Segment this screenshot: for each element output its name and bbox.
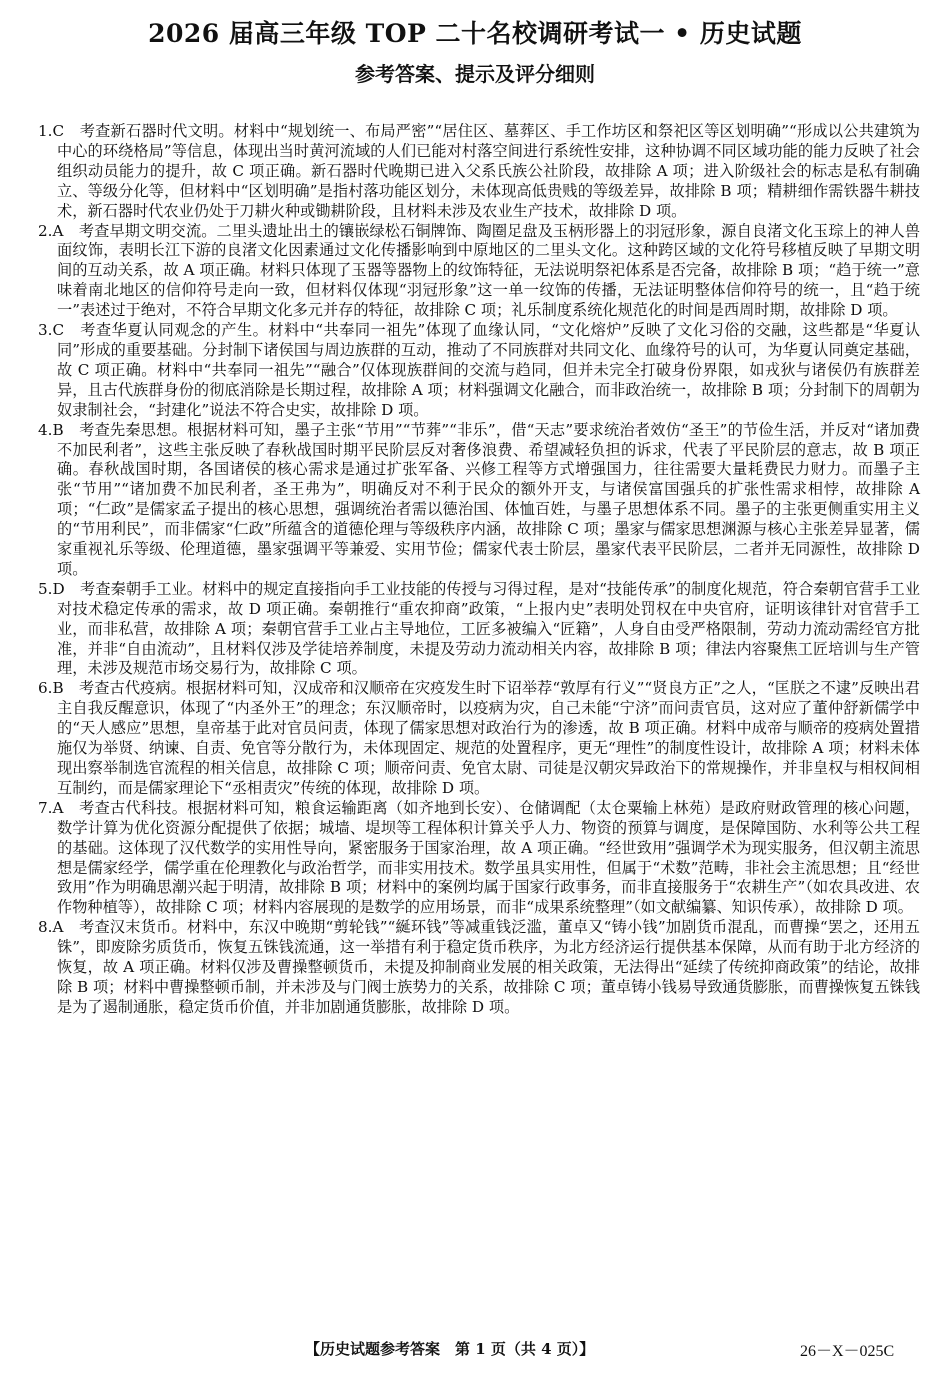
answer-choice: C: [52, 122, 65, 140]
answer-number: 4.: [38, 420, 53, 439]
answer-explanation: 考查新石器时代文明。材料中“规划统一、布局严密”“居住区、墓葬区、手工作坊区和祭祀区等区划明确”“形成以公共建筑为中心的环绕格局”等信息，体现出当时黄河流域的人们已能对村落空间进行系统性安排，这种协调不同区域功能的能力反映了社会组织动员能力的提升，故 C 项正确。新石器时代晚期已进入父系氏族公社阶段，故排除 A 项；进入阶级社会的标志是私有制确立、等级分化等，但材料中“区划明确”是指村落功能区划分，未体现高低贵贱的等级差异，故排除 B 项；精耕细作需铁器牛耕技术，新石器时代农业仍处于刀耕火种或锄耕阶段，且材料未涉及农业生产技术，故排除 D 项。: [57, 122, 920, 220]
answer-item-4: [38, 421, 920, 580]
page-subtitle: 参考答案、提示及评分细则: [355, 62, 595, 86]
answer-explanation: 考查古代科技。根据材料可知，粮食运输距离（如齐地到长安）、仓储调配（太仓粟输上林苑）是政府财政管理的核心问题，数学计算为优化资源分配提供了依据；城墙、堤坝等工程体积计算关乎人力、物资的预算与调度，是保障国防、水利等公共工程的基础。这体现了汉代数学的实用性导向，紧密服务于国家治理，故 A 项正确。“经世致用”强调学术为现实服务，但汉朝主流思想是儒家经学，儒学重在伦理教化与政治哲学，而非实用技术。数学虽具实用性，但属于“术数”范畴，非社会主流思想；且“经世致用”作为明确思潮兴起于明清，故排除 B 项；材料中的案例均属于国家行政事务，而非直接服务于“农耕生产”（如农具改进、农作物种植等），故排除 C 项；材料内容展现的是数学的应用场景，而非“成果系统整理”（如文献编纂、知识传承），故排除 D 项。: [57, 798, 921, 917]
answer-item-8: [38, 918, 920, 1018]
answer-choice: B: [52, 420, 64, 439]
answer-choice: C: [52, 321, 65, 340]
answer-choice: A: [52, 798, 64, 817]
answer-choice: A: [52, 918, 64, 937]
answer-item-6: [38, 679, 920, 798]
answer-number: 7.: [38, 798, 53, 817]
answer-choice: A: [52, 221, 64, 240]
answer-number: 2.: [38, 221, 53, 240]
answer-number: 5.: [38, 579, 53, 598]
answer-list: [38, 122, 920, 1018]
answer-explanation: 考查秦朝手工业。材料中的规定直接指向手工业技能的传授与习得过程，是对“技能传承”的制度化规范，符合秦朝官营手工业对技术稳定传承的需求，故 D 项正确。秦朝推行“重农抑商”政策，“上报内史”表明处罚权在中央官府，证明该律针对官营手工业，而非私营，故排除 A 项；秦朝官营手工业占主导地位，工匠多被编入“匠籍”，人身自由受严格限制，劳动力流动需经官方批准，并非“自由流动”，且材料仅涉及学徒培养制度，未提及劳动力流动相关内容，故排除 B 项；律法内容聚焦工匠培训与生产管理，未涉及规范市场交易行为，故排除 C 项。: [57, 579, 921, 678]
answer-item-3: [38, 321, 920, 421]
footer-doc-code: 26－X－025C: [800, 1343, 895, 1360]
answer-item-7: [38, 799, 920, 918]
answer-explanation: 考查先秦思想。根据材料可知，墨子主张“节用”“节葬”“非乐”，借“天志”要求统治者效仿“圣王”的节俭生活，并反对“诸加费不加民利者”，这些主张反映了春秋战国时期平民阶层反对奢侈浪费、希望减轻负担的诉求，代表了平民阶层的意志，故 B 项正确。春秋战国时期，各国诸侯的核心需求是通过扩张军备、兴修工程等方式增强国力，往往需要大量耗费民力财力。而墨子主张“节用”“诸加费不加民利者，圣王弗为”，明确反对不利于民众的额外开支，与诸侯富国强兵的扩张性需求相悖，故排除 A 项；“仁政”是儒家孟子提出的核心思想，强调统治者需以德治国、体恤百姓，与墨子思想体系不同。墨子的主张更侧重实用主义的“节用利民”，而非儒家“仁政”所蕴含的道德伦理与等级秩序内涵，故排除 C 项；墨家与儒家思想渊源与核心主张差异显著，儒家重视礼乐等级、伦理道德，墨家强调平等兼爱、实用节俭；儒家代表士阶层，墨家代表平民阶层，二者并无同源性，故排除 D 项。: [57, 420, 921, 578]
footer-page-info: 【历史试题参考答案 第 1 页（共 4 页）】: [305, 1340, 595, 1358]
answer-item-2: [38, 222, 920, 322]
answer-number: 1.: [38, 122, 53, 140]
answer-explanation: 考查华夏认同观念的产生。材料中“共奉同一祖先”体现了血缘认同，“文化熔炉”反映了文化习俗的交融，这些都是“华夏认同”形成的重要基础。分封制下诸侯国与周边族群的互动，推动了不同族群对共同文化、血缘符号的认可，为华夏认同奠定基础，故 C 项正确。材料中“共奉同一祖先”“融合”仅体现族群间的交流与趋同，但并未完全打破身份界限，如戎狄与诸侯仍有族群差异，且古代族群身份的彻底消除是长期过程，故排除 A 项；材料强调文化融合，而非政治统一，故排除 B 项；分封制下的周朝为奴隶制社会，“封建化”说法不符合史实，故排除 D 项。: [57, 321, 921, 419]
answer-number: 3.: [38, 321, 53, 340]
answer-number: 8.: [38, 918, 53, 937]
answer-choice: B: [52, 679, 64, 698]
answer-item-5: [38, 580, 920, 680]
answer-explanation: 考查汉末货币。材料中，东汉中晚期“剪轮钱”“綖环钱”等减重钱泛滥，董卓又“铸小钱”加剧货币混乱，而曹操“罢之，还用五铢”，即废除劣质货币，恢复五铢钱流通，这一举措有利于稳定货币秩序，为北方经济运行提供基本保障，从而有助于北方经济的恢复，故 A 项正确。材料仅涉及曹操整顿货币，未提及抑制商业发展的相关政策，无法得出“延续了传统抑商政策”的结论，故排除 B 项；材料中曹操整顿币制，并未涉及与门阀士族势力的关系，故排除 C 项；董卓铸小钱易导致通货膨胀，而曹操恢复五铢钱是为了遏制通胀，稳定货币价值，并非加剧通货膨胀，故排除 D 项。: [57, 918, 920, 1016]
answer-explanation: 考查古代疫病。根据材料可知，汉成帝和汉顺帝在灾疫发生时下诏举荐“敦厚有行义”“贤良方正”之人，“匡朕之不逮”反映出君主自我反醒意识，体现了“内圣外王”的理念；东汉顺帝时，以疫病为灾，自己未能“宁济”而问责官员，这对应了董仲舒新儒学中的“天人感应”思想，皇帝基于此对官员问责，体现了儒家思想对政治行为的渗透，故 B 项正确。材料中成帝与顺帝的疫病处置措施仅为举贤、纳谏、自责、免官等分散行为，未体现固定、规范的处置程序，更无“理性”的制度性设计，故排除 A 项；材料未体现出察举制选官流程的相关信息，故排除 C 项；顺帝问责、免官太尉、司徒是汉朝灾异政治下的常规操作，并非皇权与相权间相互制约，而是儒家理论下“丞相责灾”传统的体现，故排除 D 项。: [57, 679, 920, 797]
answer-choice: D: [52, 579, 65, 598]
answer-number: 6.: [38, 679, 53, 698]
answer-explanation: 考查早期文明交流。二里头遗址出土的镶嵌绿松石铜牌饰、陶圈足盘及玉柄形器上的羽冠形象，源自良渚文化玉琮上的神人兽面纹饰，表明长江下游的良渚文化因素通过文化传播影响到中原地区的二里头文化。这种跨区域的文化符号移植反映了早期文明间的互动关系，故 A 项正确。材料只体现了玉器等器物上的纹饰特征，无法说明祭祀体系是否完备，故排除 B 项；“趋于统一”意味着南北地区的信仰符号走向一致，但材料仅体现“羽冠形象”这一单一纹饰的传播，无法证明整体信仰符号的统一，且“趋于统一”表述过于绝对，不符合早期文化多元并存的特征，故排除 C 项；礼乐制度系统化规范化的时间是西周时期，故排除 D 项。: [57, 221, 921, 320]
page-footer: [0, 1338, 950, 1360]
answer-item-1: [38, 122, 920, 222]
page-title: 2026 届高三年级 TOP 二十名校调研考试一 • 历史试题: [148, 19, 802, 48]
